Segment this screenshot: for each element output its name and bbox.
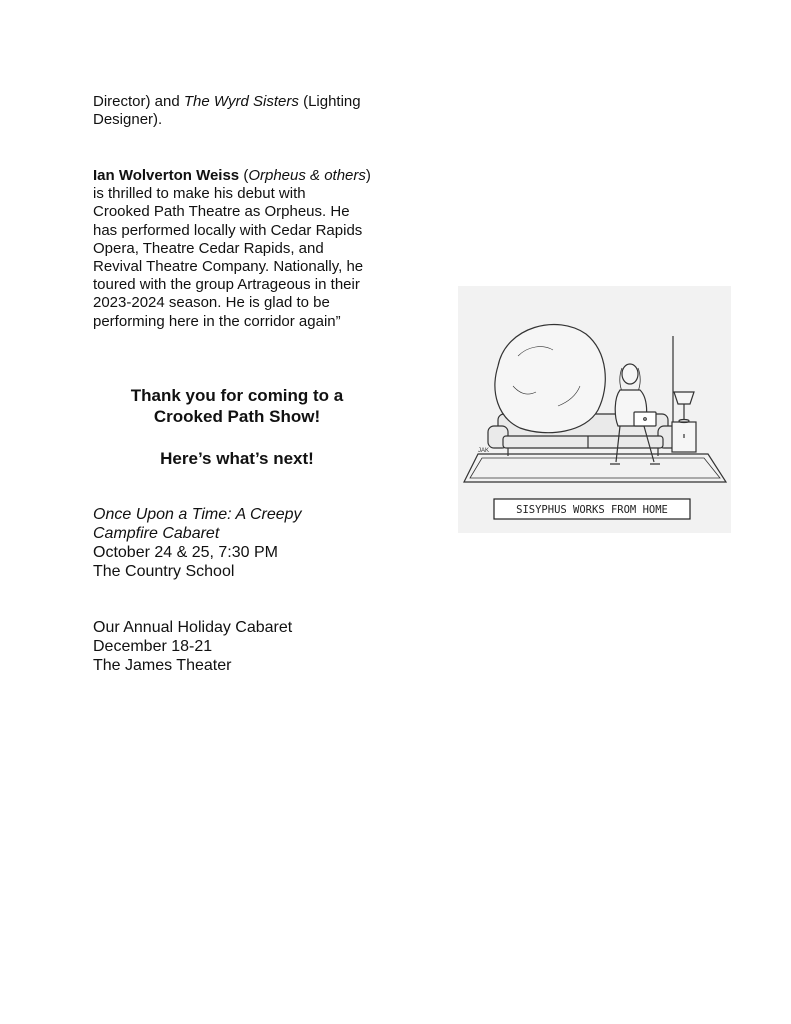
event-creepy-campfire-cabaret: [93, 505, 393, 581]
event-date: October 24 & 25, 7:30 PM: [93, 544, 278, 561]
event-venue: The James Theater: [93, 657, 232, 674]
lamp-shade: [674, 392, 694, 404]
event-holiday-cabaret: [93, 618, 393, 675]
event-date: December 18-21: [93, 638, 213, 655]
lamp-base: [679, 420, 689, 423]
whats-next-heading: Here’s what’s next!: [160, 449, 314, 468]
bio-line: Revival Theatre Company. Nationally, he: [93, 258, 364, 276]
event-title: Campfire Cabaret: [93, 525, 220, 542]
paren: ): [365, 167, 371, 184]
bio-line: toured with the group Artrageous in their: [93, 276, 360, 294]
bio-line: is thrilled to make his debut with: [93, 185, 306, 203]
bio-text: Designer).: [93, 111, 163, 129]
cartoon-drawing: [458, 286, 731, 533]
laptop: [634, 412, 656, 426]
sisyphus-cartoon: [458, 286, 731, 533]
artist-signature: JAK: [478, 448, 490, 454]
boulder: [495, 324, 605, 432]
bio-line: has performed locally with Cedar Rapids: [93, 221, 363, 239]
cartoon-caption: SISYPHUS WORKS FROM HOME: [516, 504, 668, 516]
previous-bio-ending: [93, 93, 393, 129]
bio-ian-wolverton-weiss: [93, 167, 393, 331]
performer-name: Ian Wolverton Weiss: [93, 167, 240, 184]
event-venue: The Country School: [93, 563, 235, 580]
thank-you-message: [93, 385, 381, 427]
paren: (: [239, 167, 249, 184]
bio-line: Opera, Theatre Cedar Rapids, and: [93, 239, 324, 257]
bio-line: 2023-2024 season. He is glad to be: [93, 294, 330, 312]
bio-line: Crooked Path Theatre as Orpheus. He: [93, 203, 350, 221]
bio-line: performing here in the corridor again”: [93, 312, 341, 330]
rug-inner: [470, 458, 720, 478]
event-title: Our Annual Holiday Cabaret: [93, 619, 293, 636]
performer-role: Orpheus & others: [248, 167, 366, 184]
thanks-line: Crooked Path Show!: [153, 407, 321, 426]
event-title: Once Upon a Time: A Creepy: [93, 506, 302, 523]
couch-seat: [503, 436, 663, 448]
thanks-line: Thank you for coming to a: [130, 386, 344, 405]
bio-text: Director) and: [93, 93, 184, 110]
man-head: [622, 364, 638, 384]
show-title: The Wyrd Sisters: [183, 93, 299, 110]
bio-text: (Lighting: [298, 93, 361, 110]
